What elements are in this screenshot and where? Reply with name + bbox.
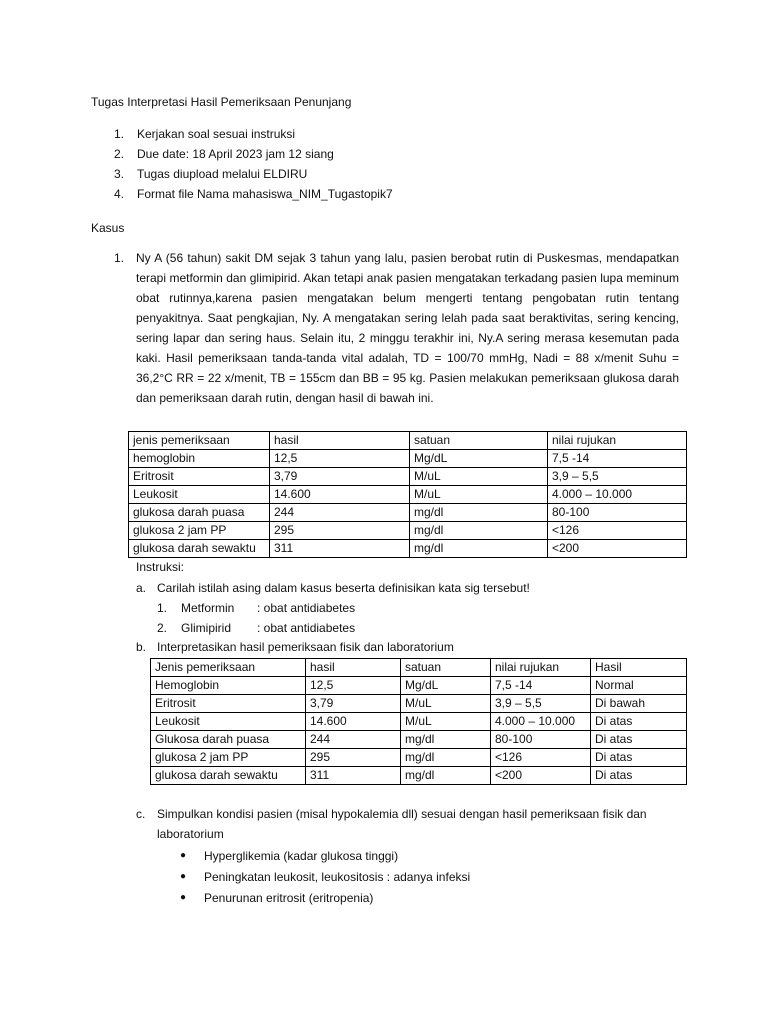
table-row	[129, 522, 687, 540]
case-number: 1.	[114, 251, 125, 265]
table-cell: Eritrosit	[151, 695, 306, 713]
table-cell: 4.000 – 10.000	[491, 713, 591, 731]
table-row	[129, 468, 687, 486]
table-cell: glukosa 2 jam PP	[151, 749, 306, 767]
header-cell: Hasil	[591, 659, 687, 677]
bullet-icon: ●	[180, 850, 187, 861]
instruction-item	[114, 184, 674, 204]
table-cell: Mg/dL	[401, 677, 491, 695]
table-header-row	[151, 659, 687, 677]
table-cell: 3,79	[306, 695, 401, 713]
table-cell: M/uL	[410, 468, 548, 486]
term-name: Glimipirid	[181, 621, 232, 635]
table-row	[151, 677, 687, 695]
header-cell: Jenis pemeriksaan	[151, 659, 306, 677]
table-row	[151, 713, 687, 731]
table-row	[129, 540, 687, 558]
conclusion-text: Hyperglikemia (kadar glukosa tinggi)	[204, 849, 399, 863]
instruction-number: 1.	[114, 127, 125, 141]
table-cell: 295	[306, 749, 401, 767]
table-row	[151, 695, 687, 713]
instruction-text: Format file Nama mahasiswa_NIM_Tugastopik7	[137, 187, 393, 201]
table-cell: <200	[548, 540, 687, 558]
conclusion-text: Peningkatan leukosit, leukositosis : adanya infeksi	[204, 870, 471, 884]
conclusion-text: Penurunan eritrosit (eritropenia)	[204, 891, 374, 905]
table-cell: mg/dl	[410, 504, 548, 522]
table-cell: <126	[491, 749, 591, 767]
table-cell: M/uL	[401, 713, 491, 731]
table-row	[151, 731, 687, 749]
table-cell: Di atas	[591, 749, 687, 767]
table-cell: 3,79	[270, 468, 410, 486]
table-cell: Hemoglobin	[151, 677, 306, 695]
term-name: Metformin	[181, 601, 235, 615]
table-cell: Eritrosit	[129, 468, 270, 486]
table-cell: Glukosa darah puasa	[151, 731, 306, 749]
header-cell: hasil	[306, 659, 401, 677]
kasus-heading: Kasus	[91, 221, 125, 235]
term-number: 1.	[157, 601, 168, 615]
table-cell: Di atas	[591, 731, 687, 749]
table-row	[151, 767, 687, 785]
table-cell: 3,9 – 5,5	[491, 695, 591, 713]
table-cell: glukosa 2 jam PP	[129, 522, 270, 540]
table-cell: 12,5	[306, 677, 401, 695]
instruction-number: 2.	[114, 147, 125, 161]
table-row	[151, 749, 687, 767]
page-title: Tugas Interpretasi Hasil Pemeriksaan Penunjang	[91, 95, 352, 109]
table-cell: M/uL	[401, 695, 491, 713]
lab-results-table	[128, 431, 687, 558]
table-cell: mg/dl	[401, 731, 491, 749]
table-row	[129, 450, 687, 468]
bullet-icon: ●	[180, 871, 187, 882]
table-cell: mg/dl	[410, 522, 548, 540]
table-cell: 14.600	[270, 486, 410, 504]
table-cell: 244	[306, 731, 401, 749]
instruction-number: 4.	[114, 187, 125, 201]
table-cell: mg/dl	[401, 767, 491, 785]
table-cell: 3,9 – 5,5	[548, 468, 687, 486]
table-cell: Di atas	[591, 767, 687, 785]
table-row	[129, 486, 687, 504]
term-definition: : obat antidiabetes	[257, 601, 356, 615]
table-cell: 7,5 -14	[548, 450, 687, 468]
table-cell: mg/dl	[401, 749, 491, 767]
table-cell: 244	[270, 504, 410, 522]
table-cell: Leukosit	[151, 713, 306, 731]
table-cell: Leukosit	[129, 486, 270, 504]
step-letter: b.	[136, 640, 147, 654]
header-cell: jenis pemeriksaan	[129, 432, 270, 450]
table-cell: Di bawah	[591, 695, 687, 713]
table-cell: <126	[548, 522, 687, 540]
interpretation-table	[150, 658, 687, 785]
instruction-text: Kerjakan soal sesuai instruksi	[137, 127, 296, 141]
instruction-item	[114, 164, 674, 184]
table-cell: Normal	[591, 677, 687, 695]
table-cell: glukosa darah sewaktu	[151, 767, 306, 785]
table-cell: 14.600	[306, 713, 401, 731]
instruction-number: 3.	[114, 167, 125, 181]
term-number: 2.	[157, 621, 168, 635]
table-cell: 311	[306, 767, 401, 785]
table-cell: hemoglobin	[129, 450, 270, 468]
step-text: Simpulkan kondisi pasien (misal hypokalemia dll) sesuai dengan hasil pemeriksaan fisik dan laboratorium	[157, 807, 647, 841]
header-cell: satuan	[410, 432, 548, 450]
instruction-text: Tugas diupload melalui ELDIRU	[137, 167, 308, 181]
table-cell: 12,5	[270, 450, 410, 468]
header-cell: nilai rujukan	[491, 659, 591, 677]
table-cell: Di atas	[591, 713, 687, 731]
table-cell: mg/dl	[410, 540, 548, 558]
table-cell: 311	[270, 540, 410, 558]
table-cell: glukosa darah puasa	[129, 504, 270, 522]
header-cell: hasil	[270, 432, 410, 450]
bullet-icon: ●	[180, 892, 187, 903]
instruksi-label: Instruksi:	[136, 560, 185, 574]
table-cell: 4.000 – 10.000	[548, 486, 687, 504]
instruction-item	[114, 124, 674, 144]
step-text: Carilah istilah asing dalam kasus beserta definisikan kata sig tersebut!	[157, 581, 530, 595]
table-cell: 295	[270, 522, 410, 540]
table-cell: 7,5 -14	[491, 677, 591, 695]
table-header-row	[129, 432, 687, 450]
step-text: Interpretasikan hasil pemeriksaan fisik dan laboratorium	[157, 640, 454, 654]
instruction-list	[114, 124, 674, 204]
instruction-item	[114, 144, 674, 164]
header-cell: nilai rujukan	[548, 432, 687, 450]
table-cell: <200	[491, 767, 591, 785]
instruction-text: Due date: 18 April 2023 jam 12 siang	[137, 147, 334, 161]
table-cell: 80-100	[548, 504, 687, 522]
table-cell: M/uL	[410, 486, 548, 504]
table-cell: glukosa darah sewaktu	[129, 540, 270, 558]
term-definition: : obat antidiabetes	[257, 621, 356, 635]
step-letter: a.	[136, 581, 147, 595]
header-cell: satuan	[401, 659, 491, 677]
table-cell: 80-100	[491, 731, 591, 749]
step-letter: c.	[136, 807, 146, 821]
case-description: Ny A (56 tahun) sakit DM sejak 3 tahun yang lalu, pasien berobat rutin di Puskesmas, mendapatkan terapi metformin dan glimipirid. Akan tetapi anak pasien mengatakan terkadang pasien lupa meminum obat rutinnya,karena pasien mengatakan belum mengerti tentang pengobatan rutin tentang penyakitnya. Saat pengkajian, Ny. A mengatakan sering lelah pada saat beraktivitas, sering kencing, sering lapar dan sering haus. Selain itu, 2 minggu terakhir ini, Ny.A sering merasa kesemutan pada kaki. Hasil pemeriksaan tanda-tanda vital adalah, TD = 100/70 mmHg, Nadi = 88 x/menit Suhu = 36,2°C RR = 22 x/menit, TB = 155cm dan BB = 95 kg. Pasien melakukan pemeriksaan glukosa darah dan pemeriksaan darah rutin, dengan hasil di bawah ini.	[136, 251, 679, 405]
table-row	[129, 504, 687, 522]
table-cell: Mg/dL	[410, 450, 548, 468]
